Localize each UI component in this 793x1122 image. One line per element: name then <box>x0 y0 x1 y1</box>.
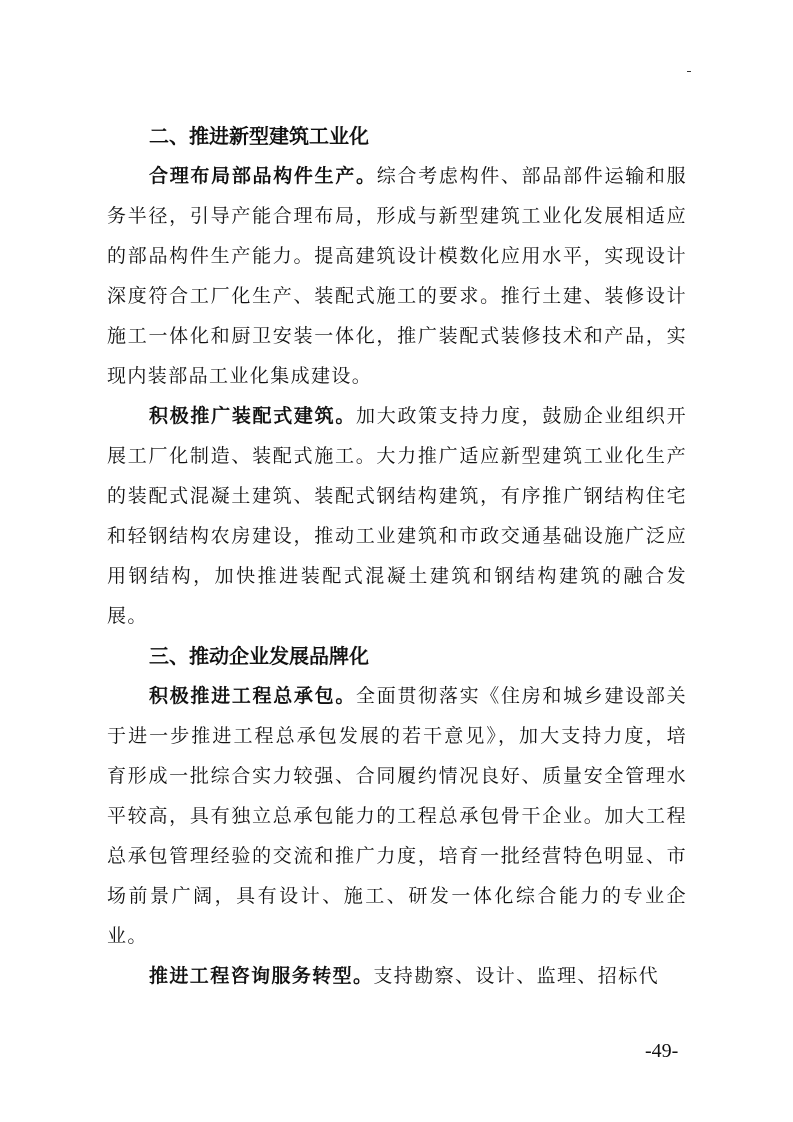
document-body <box>107 116 687 996</box>
paragraph-text: 综合考虑构件、部品部件运输和服务半径，引导产能合理布局，形成与新型建筑工业化发展相适应的部品构件生产能力。提高建筑设计模数化应用水平，实现设计深度符合工厂化生产、装配式施工的要求。推行土建、装修设计施工一体化和厨卫安装一体化，推广装配式装修技术和产品，实现内装部品工业化集成建设。 <box>107 165 687 387</box>
corner-mark <box>687 71 691 72</box>
paragraph-lead: 积极推广装配式建筑。 <box>149 405 357 427</box>
paragraph-prefab-buildings <box>107 396 687 636</box>
section-heading-2: 二、推进新型建筑工业化 <box>149 124 369 148</box>
paragraph-text: 支持勘察、设计、监理、招标代 <box>373 965 660 987</box>
paragraph-lead: 推进工程咨询服务转型。 <box>149 965 374 987</box>
paragraph-text: 全面贯彻落实《住房和城乡建设部关于进一步推进工程总承包发展的若干意见》，加大支持力度，培育形成一批综合实力较强、合同履约情况良好、质量安全管理水平较高，具有独立总承包能力的工程总承包骨干企业。加大工程总承包管理经验的交流和推广力度，培育一批经营特色明显、市场前景广阔，具有设计、施工、研发一体化综合能力的专业企业。 <box>107 685 687 947</box>
section-heading-3: 三、推动企业发展品牌化 <box>149 644 369 668</box>
page-number: -49- <box>645 1040 679 1062</box>
paragraph-text: 加大政策支持力度，鼓励企业组织开展工厂化制造、装配式施工。大力推广适应新型建筑工业化生产的装配式混凝土建筑、装配式钢结构建筑，有序推广钢结构住宅和轻钢结构农房建设，推动工业建筑和市政交通基础设施广泛应用钢结构，加快推进装配式混凝土建筑和钢结构建筑的融合发展。 <box>107 405 687 627</box>
paragraph-component-production <box>107 156 687 396</box>
paragraph-lead: 积极推进工程总承包。 <box>149 685 357 707</box>
paragraph-lead: 合理布局部品构件生产。 <box>149 165 377 187</box>
paragraph-general-contracting <box>107 676 687 956</box>
paragraph-consulting-transformation <box>107 956 687 996</box>
